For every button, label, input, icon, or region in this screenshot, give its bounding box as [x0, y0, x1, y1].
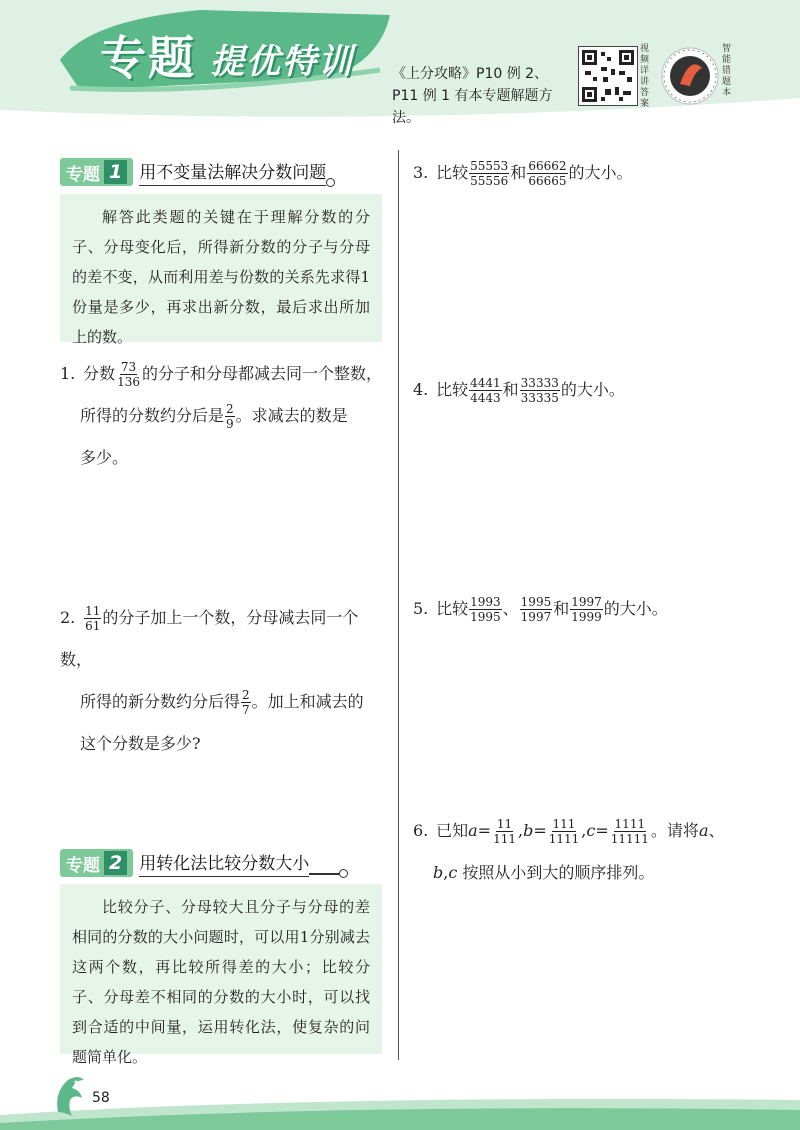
- fraction: [469, 376, 502, 405]
- fraction: [610, 817, 650, 846]
- denominator: 66665: [528, 174, 567, 188]
- operator: =: [477, 821, 492, 840]
- question-number: 6.: [413, 821, 429, 840]
- question-text: 所得的新分数约分后得: [80, 692, 241, 711]
- question-text: 。求减去的数是: [235, 406, 348, 425]
- column-divider: [398, 150, 399, 1060]
- smart-notebook-logo-icon[interactable]: [660, 46, 720, 106]
- question-text: 这个分数是多少?: [80, 734, 201, 753]
- numerator: 2: [226, 402, 234, 416]
- numerator: 73: [120, 360, 137, 374]
- denominator: 1997: [520, 610, 552, 624]
- question-text: 比较: [436, 380, 469, 399]
- fraction: [520, 595, 553, 624]
- question-text: 的大小。: [560, 380, 625, 399]
- question-3: [413, 152, 783, 194]
- page-number: 58: [92, 1090, 110, 1106]
- denominator: 55556: [470, 174, 509, 188]
- topic-number: 2: [104, 851, 127, 875]
- question-text: 分数: [83, 364, 116, 383]
- operator: =: [533, 821, 547, 840]
- numerator: 33333: [520, 376, 559, 390]
- question-text: 比较: [436, 163, 469, 182]
- topic-2-tip-text: 比较分子、分母较大且分子与分母的差相同的分数的大小问题时，可以用1分别减去这两个数，再比较所得差的大小；比较分子、分母差不相同的分数的大小时，可以找到合适的中间量，运用转化法，使复杂的问题简单化。: [72, 898, 370, 1066]
- topic-1-heading: [60, 157, 390, 187]
- numerator: 1995: [520, 595, 552, 609]
- topic-number: 1: [104, 160, 127, 184]
- topic-2-tag: [60, 849, 133, 877]
- question-text: 和: [553, 599, 570, 618]
- fraction: [84, 604, 101, 633]
- denominator: 7: [242, 703, 250, 717]
- heading-end-dot: [326, 178, 335, 187]
- fraction: [469, 159, 509, 188]
- fraction: [225, 402, 235, 431]
- numerator: 2: [242, 688, 250, 702]
- heading-rule: [309, 873, 339, 875]
- denominator: 1111: [548, 832, 580, 846]
- fraction: [520, 376, 560, 405]
- topic-tag-label: 专题: [66, 855, 100, 876]
- numerator: 11: [496, 817, 513, 831]
- question-text: 的分子和分母都减去同一个整数，: [142, 364, 383, 383]
- numerator: 11: [85, 604, 101, 618]
- question-text: 。请将: [650, 821, 699, 840]
- numerator: 1993: [470, 595, 501, 609]
- question-text: 和: [502, 380, 519, 399]
- reference-note: 《上分攻略》P10 例 2、P11 例 1 有本专题解题方法。: [392, 66, 553, 126]
- question-text: 、: [708, 821, 725, 840]
- question-text: 和: [510, 163, 527, 182]
- variable: c: [586, 821, 596, 840]
- logo-label: 智能错题本: [722, 44, 732, 98]
- denominator: 9: [226, 417, 234, 431]
- denominator: 61: [85, 619, 101, 633]
- question-text: 的大小。: [568, 163, 633, 182]
- denominator: 33335: [520, 391, 559, 405]
- question-text: 所得的分数约分后是: [80, 406, 225, 425]
- dolphin-icon: [50, 1072, 92, 1122]
- qr-code-icon[interactable]: [578, 46, 638, 106]
- question-text: 、: [502, 599, 519, 618]
- question-number: 5.: [413, 599, 429, 618]
- numerator: 111: [552, 817, 576, 831]
- question-4: [413, 369, 783, 411]
- denominator: 4443: [470, 391, 501, 405]
- variable: c: [448, 863, 458, 882]
- question-6: [413, 810, 783, 894]
- footer-wave: [0, 1085, 800, 1130]
- question-number: 2.: [60, 608, 76, 627]
- question-text: 。加上和减去的: [251, 692, 364, 711]
- fraction: [527, 159, 567, 188]
- variable: b: [523, 821, 534, 840]
- fraction: [570, 595, 603, 624]
- topic-2-title: 用转化法比较分数大小: [139, 849, 309, 877]
- question-1: [60, 353, 390, 479]
- banner-subtitle: 提优特训: [210, 42, 354, 82]
- fraction: [241, 688, 251, 717]
- topic-1-tag: [60, 158, 133, 186]
- question-number: 3.: [413, 163, 429, 182]
- fraction: [116, 360, 141, 389]
- numerator: 55553: [470, 159, 509, 173]
- question-2: [60, 597, 390, 765]
- question-text: 多少。: [80, 448, 129, 467]
- numerator: 4441: [470, 376, 501, 390]
- topic-1-tip-text: 解答此类题的关键在于理解分数的分子、分母变化后，所得新分数的分子与分母的差不变，从而利用差与份数的关系先求得1份量是多少，再求出新分数，最后求出所加上的数。: [72, 208, 370, 346]
- variable: a: [468, 821, 478, 840]
- topic-1-tip-box: [60, 194, 382, 346]
- topic-tag-label: 专题: [66, 164, 100, 185]
- question-number: 1.: [60, 364, 76, 383]
- fraction: [548, 817, 581, 846]
- page-header: [0, 0, 800, 126]
- fraction: [492, 817, 517, 846]
- denominator: 11111: [610, 832, 649, 846]
- operator: =: [595, 821, 609, 840]
- question-5: [413, 588, 783, 630]
- question-text: 已知: [436, 821, 469, 840]
- question-text: 的分子加上一个数，分母减去同一个数，: [60, 608, 359, 669]
- topic-2-heading: [60, 848, 390, 878]
- numerator: 66662: [528, 159, 567, 173]
- heading-end-dot: [339, 869, 348, 878]
- numerator: 1997: [571, 595, 602, 609]
- operator: ,: [581, 821, 587, 840]
- question-number: 4.: [413, 380, 429, 399]
- operator: ,: [443, 863, 449, 882]
- variable: b: [433, 863, 444, 882]
- question-text: 的大小。: [603, 599, 668, 618]
- fraction: [469, 595, 502, 624]
- question-text: 比较: [436, 599, 469, 618]
- topic-2-tip-box: [60, 884, 382, 1066]
- denominator: 136: [117, 375, 141, 389]
- qr-label: 视频详讲答案: [640, 44, 650, 109]
- denominator: 1995: [470, 610, 501, 624]
- topic-1-title: 用不变量法解决分数问题: [139, 158, 326, 186]
- question-text: 按照从小到大的顺序排列。: [462, 863, 655, 882]
- denominator: 111: [493, 832, 516, 846]
- denominator: 1999: [571, 610, 602, 624]
- numerator: 1111: [614, 817, 646, 831]
- variable: a: [698, 821, 709, 840]
- operator: ,: [517, 821, 524, 840]
- banner-title: 专题: [100, 31, 196, 85]
